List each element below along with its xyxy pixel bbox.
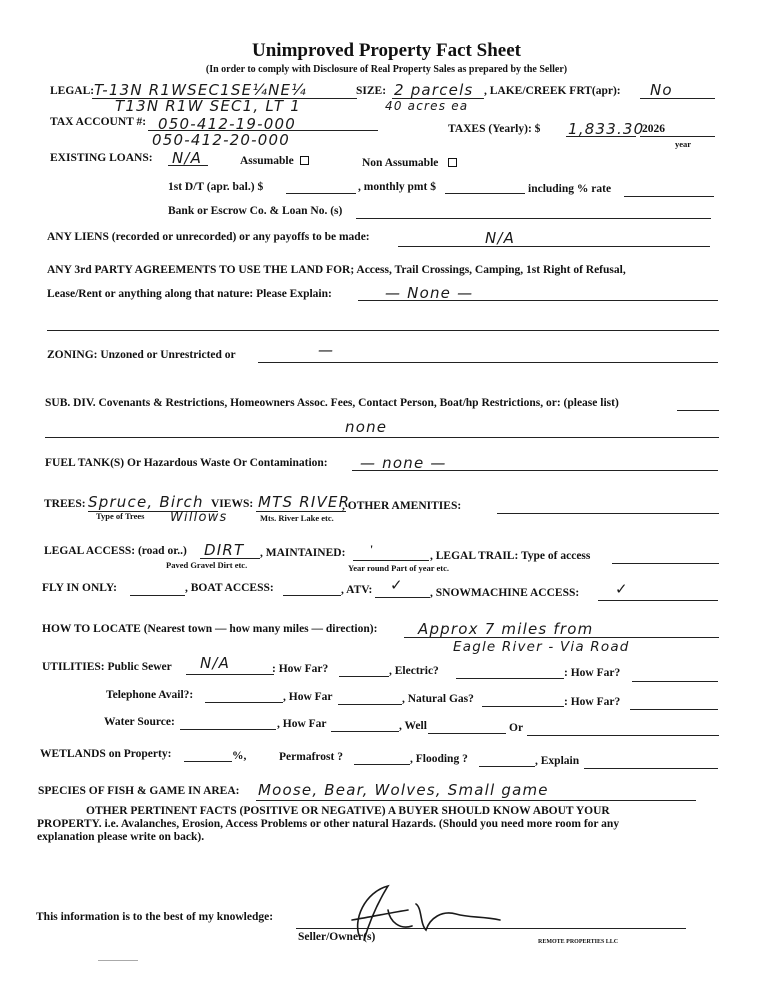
size-value[interactable]: 2 parcels — [394, 81, 474, 99]
snowmachine-line — [598, 600, 718, 601]
views-sub-label: Mts. River Lake etc. — [260, 513, 334, 523]
locate-label: HOW TO LOCATE (Nearest town — how many miles — direction): — [42, 623, 378, 635]
utilities-label: UTILITIES: Public Sewer — [42, 661, 172, 673]
views-line — [256, 511, 346, 512]
seller-owner-label: Seller/Owner(s) — [298, 931, 376, 943]
sewer-how-far-line[interactable] — [339, 676, 389, 677]
company-name: REMOTE PROPERTIES LLC — [538, 939, 619, 945]
access-sub-label: Paved Gravel Dirt etc. — [166, 560, 248, 570]
views-value[interactable]: MTS RIVER — [258, 493, 351, 511]
subdiv-value[interactable]: none — [345, 418, 388, 436]
species-label: SPECIES OF FISH & GAME IN AREA: — [38, 785, 240, 797]
liens-line — [398, 246, 710, 247]
signature-label: This information is to the best of my knowledge: — [36, 911, 274, 923]
locate-value-2[interactable]: Eagle River - Via Road — [453, 639, 630, 655]
including-label: including % rate — [528, 183, 612, 195]
atv-line — [375, 597, 430, 598]
telephone-label: Telephone Avail?: — [106, 689, 194, 701]
water-line[interactable] — [180, 729, 276, 730]
locate-value-1[interactable]: Approx 7 miles from — [418, 620, 594, 638]
tax-account-label: TAX ACCOUNT #: — [50, 116, 147, 128]
tax-year-line — [640, 136, 715, 137]
including-line[interactable] — [624, 196, 714, 197]
pertinent-line-1: OTHER PERTINENT FACTS (POSITIVE OR NEGATIVE) A BUYER SHOULD KNOW ABOUT YOUR — [86, 805, 610, 817]
fuel-value[interactable]: — none — — [360, 454, 447, 472]
liens-value[interactable]: N/A — [485, 229, 516, 247]
third-party-label-2: Lease/Rent or anything along that nature: Please Explain: — [47, 288, 332, 300]
views-label: VIEWS: — [211, 498, 254, 510]
well-label: , Well — [399, 720, 427, 732]
electric-how-far-label: : How Far? — [564, 667, 621, 679]
loans-label: EXISTING LOANS: — [50, 152, 153, 164]
electric-label: , Electric? — [389, 665, 439, 677]
third-party-label-1: ANY 3rd PARTY AGREEMENTS TO USE THE LAND FOR; Access, Trail Crossings, Camping, 1st Right of Refusal, — [47, 264, 626, 276]
telephone-line[interactable] — [205, 702, 283, 703]
permafrost-label: Permafrost ? — [279, 751, 343, 763]
wetlands-pct-label: %, — [232, 750, 247, 762]
atv-label: , ATV: — [341, 584, 373, 596]
tax-year-label: year — [675, 139, 692, 149]
water-label: Water Source: — [104, 716, 175, 728]
access-label: LEGAL ACCESS: (road or..) — [44, 545, 187, 557]
gas-line[interactable] — [482, 706, 564, 707]
water-how-far-label: , How Far — [277, 718, 327, 730]
tax-account-value-2[interactable]: 050-412-20-000 — [152, 131, 291, 149]
third-party-extra-line[interactable] — [47, 330, 719, 331]
fuel-label: FUEL TANK(S) Or Hazardous Waste Or Contamination: — [45, 457, 328, 469]
pertinent-line-3: explanation please write on back). — [37, 831, 205, 843]
non-assumable-checkbox[interactable] — [448, 158, 457, 167]
access-value[interactable]: DIRT — [204, 541, 245, 559]
electric-how-far-line[interactable] — [632, 681, 718, 682]
monthly-label: , monthly pmt $ — [358, 181, 436, 193]
page-subtitle: (In order to comply with Disclosure of Real Property Sales as prepared by the Seller) — [205, 64, 568, 75]
trees-value-2[interactable]: Willows — [170, 510, 228, 525]
tax-year-value[interactable]: 2026 — [642, 123, 665, 135]
explain-line[interactable] — [584, 768, 718, 769]
stray-mark — [98, 960, 138, 961]
non-assumable-label: Non Assumable — [362, 157, 439, 169]
atv-value[interactable]: ✓ — [390, 576, 404, 594]
wetlands-line[interactable] — [184, 761, 232, 762]
gas-how-far-line[interactable] — [630, 709, 718, 710]
telephone-how-far-label: , How Far — [283, 691, 333, 703]
legal-trail-label: , LEGAL TRAIL: Type of access — [430, 550, 591, 562]
flooding-label: , Flooding ? — [410, 753, 468, 765]
taxes-label: TAXES (Yearly): $ — [448, 123, 541, 135]
zoning-line — [258, 362, 718, 363]
size-label: SIZE: — [356, 85, 387, 97]
amenities-label: , OTHER AMENITIES: — [342, 500, 462, 512]
gas-label: , Natural Gas? — [402, 693, 474, 705]
bank-label: Bank or Escrow Co. & Loan No. (s) — [168, 205, 343, 217]
loans-value[interactable]: N/A — [172, 149, 203, 167]
zoning-label: ZONING: Unzoned or Unrestricted or — [47, 349, 236, 361]
fly-in-label: FLY IN ONLY: — [42, 582, 117, 594]
subdiv-line — [45, 437, 719, 438]
sewer-how-far-label: : How Far? — [272, 663, 329, 675]
permafrost-line[interactable] — [354, 764, 410, 765]
assumable-label: Assumable — [240, 155, 294, 167]
trees-type-label: Type of Trees — [96, 511, 145, 521]
size-value-2[interactable]: 40 acres ea — [385, 99, 469, 113]
fly-in-line[interactable] — [130, 595, 185, 596]
subdiv-line-short — [677, 410, 719, 411]
species-line — [256, 800, 696, 801]
or-label: Or — [509, 722, 524, 734]
maintained-line — [353, 560, 429, 561]
bank-line[interactable] — [356, 218, 711, 219]
electric-line[interactable] — [456, 678, 564, 679]
sewer-value[interactable]: N/A — [200, 654, 231, 672]
tax-account-value-1[interactable]: 050-412-19-000 — [158, 115, 297, 133]
year-round-label: Year round Part of year etc. — [348, 563, 450, 573]
first-dt-line[interactable] — [286, 193, 356, 194]
maintained-label: , MAINTAINED: — [260, 547, 346, 559]
legal-value-2[interactable]: T13N R1W SEC1, LT 1 — [115, 97, 301, 115]
trees-label: TREES: — [44, 498, 86, 510]
subdiv-label: SUB. DIV. Covenants & Restrictions, Homeowners Assoc. Fees, Contact Person, Boat/hp Restrictions, or: (please list) — [45, 397, 619, 409]
snowmachine-value[interactable]: ✓ — [615, 580, 629, 598]
maintained-value[interactable]: ' — [370, 544, 374, 556]
trees-value[interactable]: Spruce, Birch — [88, 493, 204, 511]
legal-value-1[interactable]: T-13N R1WSEC1SE¼NE¼ — [94, 81, 307, 99]
first-dt-label: 1st D/T (apr. bal.) $ — [168, 181, 264, 193]
water-how-far-line[interactable] — [331, 731, 399, 732]
monthly-line[interactable] — [445, 193, 525, 194]
page-title: Unimproved Property Fact Sheet — [252, 40, 521, 61]
wetlands-label: WETLANDS on Property: — [40, 748, 172, 760]
legal-trail-line[interactable] — [612, 563, 719, 564]
zoning-value[interactable]: — — [318, 341, 335, 359]
liens-label: ANY LIENS (recorded or unrecorded) or any payoffs to be made: — [47, 231, 370, 243]
assumable-checkbox[interactable] — [300, 156, 309, 165]
boat-access-label: , BOAT ACCESS: — [185, 582, 274, 594]
taxes-value[interactable]: 1,833.30 — [568, 120, 645, 138]
well-line[interactable] — [428, 733, 506, 734]
legal-label: LEGAL: — [50, 85, 95, 97]
lake-value[interactable]: No — [650, 81, 673, 99]
gas-how-far-label: : How Far? — [564, 696, 621, 708]
lake-label: , LAKE/CREEK FRT(apr): — [484, 85, 621, 97]
explain-label: , Explain — [535, 755, 580, 767]
flooding-line[interactable] — [479, 766, 535, 767]
species-value[interactable]: Moose, Bear, Wolves, Small game — [258, 781, 549, 799]
telephone-how-far-line[interactable] — [338, 704, 402, 705]
third-party-value[interactable]: — None — — [385, 284, 474, 302]
or-line[interactable] — [527, 735, 719, 736]
pertinent-line-2: PROPERTY. i.e. Avalanches, Erosion, Access Problems or other natural Hazards. (Should you need more room for any — [37, 818, 620, 830]
boat-access-line[interactable] — [283, 595, 341, 596]
snowmachine-label: , SNOWMACHINE ACCESS: — [430, 587, 580, 599]
amenities-line[interactable] — [497, 513, 719, 514]
sewer-line — [186, 674, 274, 675]
